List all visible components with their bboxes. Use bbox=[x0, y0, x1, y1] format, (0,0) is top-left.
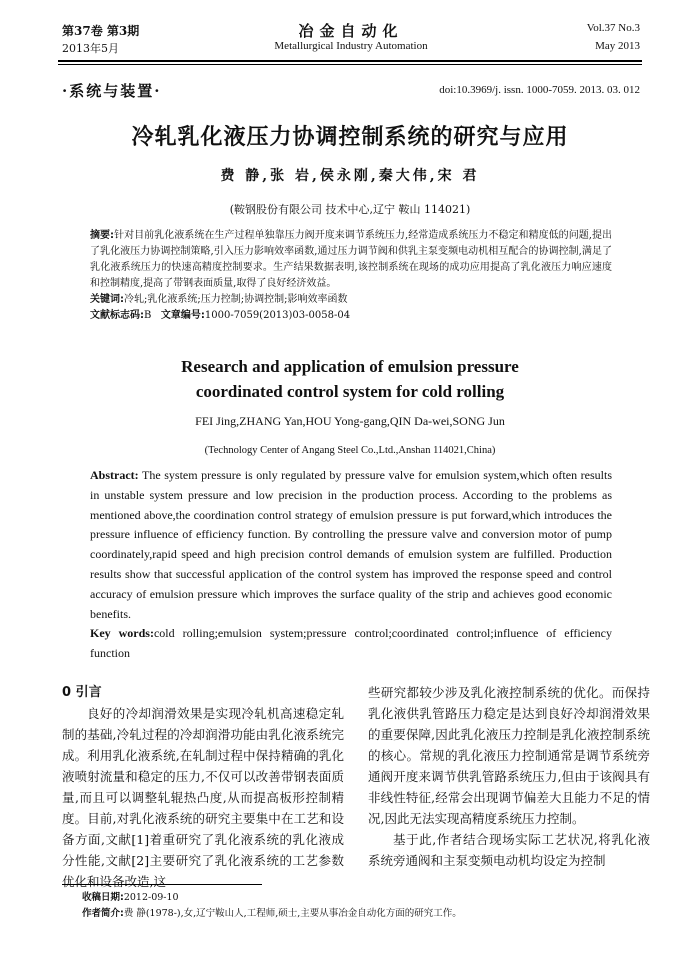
abstract-en-text: The system pressure is only regulated by pressure valve for emulsion system,which often results in unstable system pressure and low precision in the production process. According to the problems as mentioned above,the coordination control strategy of emulsion pressure is put forward,which introduces the pressure influence of efficiency function. By controlling the pressure valve and conversion motor of pump coordinately,rapid speed and high precision control demands of emulsion system are fulfilled. Production results show that successful application of the control system has improved the response speed and control accuracy of emulsion pressure which improves the surface quality of the strip and achieves good economic benefits. bbox=[90, 468, 612, 621]
author-bio-label: 作者简介: bbox=[82, 908, 124, 919]
abstract-en bbox=[90, 466, 612, 664]
footnote-received bbox=[82, 891, 640, 905]
title-en-line1: Research and application of emulsion pressure bbox=[181, 357, 519, 376]
header-rule-thick bbox=[58, 60, 642, 62]
running-header bbox=[62, 22, 640, 56]
keywords-cn-block bbox=[90, 292, 612, 308]
keywords-en-text: cold rolling;emulsion system;pressure control;coordinated control;influence of efficiency function bbox=[90, 626, 612, 661]
body-column-left bbox=[62, 682, 344, 892]
abstract-cn-block bbox=[90, 228, 612, 292]
journal-name-cn: 冶金自动化 bbox=[298, 22, 404, 40]
clc-label: 文献标志码: bbox=[90, 310, 144, 321]
body-paragraph: 良好的冷却润滑效果是实现冷轧机高速稳定轧制的基础,冷轧过程的冷却润滑功能由乳化液系统完成。利用乳化液系统,在轧制过程中保持精确的乳化液喷射流量和稳定的压力,不仅可以改善带钢表面质量,而且可以调整轧辊热凸度,从而提高板形控制精度。目前,对乳化液系统的研究主要集中在工艺和设备方面,文献[1]着重研究了乳化液系统的乳化液成分性能,文献[2]主要研究了乳化液系统的工艺参数优化和设备改造,这 bbox=[62, 706, 344, 889]
volume-issue-cn: 第37卷 第3期 bbox=[62, 24, 140, 38]
header-rule-thin bbox=[58, 64, 642, 65]
section-label: ·系统与装置· bbox=[62, 82, 162, 100]
article-no-label: 文章编号: bbox=[160, 310, 205, 321]
abstract-en-label: Abstract: bbox=[90, 468, 139, 482]
journal-name-en: Metallurgical Industry Automation bbox=[274, 40, 428, 52]
abstract-en-block bbox=[90, 466, 612, 624]
abstract-cn-label: 摘要: bbox=[90, 230, 115, 241]
clc-value: B bbox=[144, 310, 152, 321]
keywords-en-label: Key words: bbox=[90, 626, 154, 641]
affiliation-cn: (鞍钢股份有限公司 技术中心,辽宁 鞍山 114021) bbox=[229, 203, 471, 216]
affiliation-en: (Technology Center of Angang Steel Co.,Ltd.,Anshan 114021,China) bbox=[204, 445, 496, 456]
classification-block bbox=[90, 308, 612, 324]
keywords-cn-label: 关键词: bbox=[90, 294, 124, 305]
author-bio: 费 静(1978-),女,辽宁鞍山人,工程师,硕士,主要从事冶金自动化方面的研究工作。 bbox=[123, 908, 462, 919]
body-paragraph: 基于此,作者结合现场实际工艺状况,将乳化液系统旁通阀和主泵变频电动机均设定为控制 bbox=[368, 832, 650, 868]
abstract-cn bbox=[90, 228, 612, 324]
body-paragraph-continued: 些研究都较少涉及乳化液控制系统的优化。而保持乳化液供乳管路压力稳定是达到良好冷却润滑效果的重要保障,因此乳化液压力控制是乳化液控制系统的核心。常规的乳化液压力控制通常是调节系统旁通阀开度来调节供乳管路系统压力,但由于该阀具有非线性特征,经常会出现调节偏差大且能力不足的情况,因此无法实现高精度系统压力控制。 bbox=[368, 685, 650, 826]
abstract-cn-text: 针对目前乳化液系统在生产过程单独靠压力阀开度来调节系统压力,经常造成系统压力不稳定和精度低的问题,提出了乳化液压力协调控制策略,引入压力影响效率函数,通过压力调节阀和供乳主泵变频电动机相互配合的协调控制,满足了乳化液系统压力的快速高精度控制要求。生产结果数据表明,该控制系统在现场的成功应用提高了乳化液压力响应速度和控制精度,提高了带钢表面质量,取得了良好经济效益。 bbox=[90, 230, 612, 289]
section-heading-intro: 0 引言 bbox=[62, 685, 102, 700]
volume-issue-en: Vol.37 No.3 bbox=[586, 22, 640, 34]
title-en-line2: coordinated control system for cold rolling bbox=[195, 382, 505, 401]
footnote-rule bbox=[62, 884, 262, 885]
keywords-cn-text: 冷轧;乳化液系统;压力控制;协调控制;影响效率函数 bbox=[124, 294, 348, 305]
body-column-right bbox=[368, 682, 650, 871]
title-en bbox=[0, 354, 700, 404]
date-en: May 2013 bbox=[595, 40, 640, 52]
doi[interactable]: doi:10.3969/j. issn. 1000-7059. 2013. 03. 012 bbox=[439, 84, 640, 96]
keywords-en-block bbox=[90, 624, 612, 664]
footnote-author bbox=[82, 907, 640, 921]
date-cn: 2013年5月 bbox=[62, 42, 119, 55]
article-no-value: 1000-7059(2013)03-0058-04 bbox=[204, 310, 351, 321]
authors-cn: 费 静,张 岩,侯永刚,秦大伟,宋 君 bbox=[220, 168, 480, 184]
authors-en: FEI Jing,ZHANG Yan,HOU Yong-gang,QIN Da-wei,SONG Jun bbox=[195, 414, 505, 428]
received-date: 2012-09-10 bbox=[123, 892, 179, 903]
title-cn: 冷轧乳化液压力协调控制系统的研究与应用 bbox=[131, 125, 569, 150]
received-label: 收稿日期: bbox=[82, 892, 124, 903]
